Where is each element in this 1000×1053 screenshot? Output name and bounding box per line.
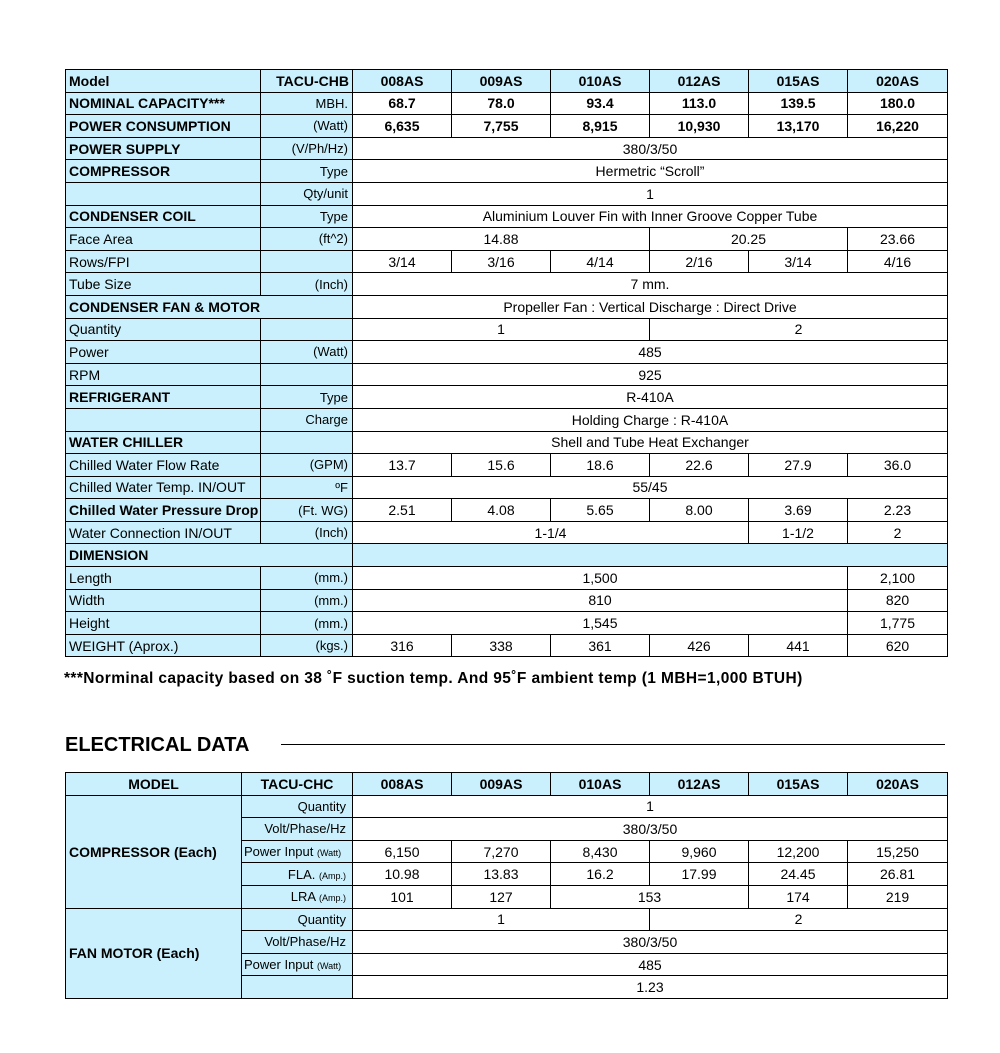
cell: 16,220	[848, 115, 948, 138]
compressor-type-row	[66, 160, 948, 183]
cell: 2/16	[650, 250, 749, 273]
row-unit: Volt/Phase/Hz	[242, 818, 353, 841]
cell: 6,635	[353, 115, 452, 138]
cell: 10,930	[650, 115, 749, 138]
fan-motor-group-label: FAN MOTOR (Each)	[66, 908, 242, 998]
row-label: POWER CONSUMPTION	[66, 115, 261, 138]
row-unit: (Inch)	[261, 521, 353, 544]
cell: 380/3/50	[353, 818, 948, 841]
cell: Propeller Fan : Vertical Discharge : Direct Drive	[353, 295, 948, 318]
width-row	[66, 589, 948, 612]
cell: 1-1/2	[749, 521, 848, 544]
cell: 426	[650, 634, 749, 657]
cell: 12,200	[749, 840, 848, 863]
row-label: Height	[66, 612, 261, 635]
height-row	[66, 612, 948, 635]
row-unit	[261, 363, 353, 386]
cell: 820	[848, 589, 948, 612]
row-unit	[261, 318, 353, 341]
cell: 27.9	[749, 454, 848, 477]
cell: 441	[749, 634, 848, 657]
row-unit: (mm.)	[261, 589, 353, 612]
row-label: Power	[66, 341, 261, 364]
cell: 7 mm.	[353, 273, 948, 296]
cell: 68.7	[353, 92, 452, 115]
fla-unit: (Amp.)	[319, 870, 346, 881]
row-label: POWER SUPPLY	[66, 137, 261, 160]
cell: 3/16	[452, 250, 551, 273]
model-col: 010AS	[551, 773, 650, 796]
row-label: WEIGHT (Aprox.)	[66, 634, 261, 657]
row-unit: (mm.)	[261, 612, 353, 635]
row-label: CONDENSER FAN & MOTOR	[66, 295, 353, 318]
row-unit: (kgs.)	[261, 634, 353, 657]
cell: 2	[848, 521, 948, 544]
cell: 1-1/4	[353, 521, 749, 544]
row-label: Tube Size	[66, 273, 261, 296]
refrigerant-charge-row	[66, 408, 948, 431]
model-col: 008AS	[353, 70, 452, 93]
power-input-label: Power Input	[244, 957, 314, 973]
row-unit	[242, 953, 353, 976]
row-label: Chilled Water Pressure Drop	[66, 499, 261, 522]
row-unit: (V/Ph/Hz)	[261, 137, 353, 160]
model-col: 008AS	[353, 773, 452, 796]
row-label: Face Area	[66, 228, 261, 251]
comp-quantity-row	[66, 795, 948, 818]
cell: 2	[650, 908, 948, 931]
cell: 7,270	[452, 840, 551, 863]
cell: 1	[353, 795, 948, 818]
row-unit: (Ft. WG)	[261, 499, 353, 522]
cell: 17.99	[650, 863, 749, 886]
power-consumption-row	[66, 115, 948, 138]
row-unit: Type	[261, 205, 353, 228]
row-label	[66, 182, 261, 205]
cell: 78.0	[452, 92, 551, 115]
row-unit: Quantity	[242, 795, 353, 818]
cell	[353, 544, 948, 567]
lra-label: LRA	[290, 889, 316, 905]
row-label: DIMENSION	[66, 544, 353, 567]
model-label: Model	[66, 70, 261, 93]
cell: 24.45	[749, 863, 848, 886]
cell: 1,775	[848, 612, 948, 635]
row-label: Chilled Water Temp. IN/OUT	[66, 476, 261, 499]
nominal-capacity-row	[66, 92, 948, 115]
cell: 361	[551, 634, 650, 657]
row-label	[66, 408, 261, 431]
water-temp-row	[66, 476, 948, 499]
lra-unit: (Amp.)	[319, 893, 346, 904]
cell: 1,545	[353, 612, 848, 635]
cell: 16.2	[551, 863, 650, 886]
cell: 22.6	[650, 454, 749, 477]
row-unit: Quantity	[242, 908, 353, 931]
cell: 6,150	[353, 840, 452, 863]
row-unit: (Watt)	[261, 115, 353, 138]
tube-size-row	[66, 273, 948, 296]
fan-rpm-row	[66, 363, 948, 386]
spec-header-row	[66, 70, 948, 93]
cell: 10.98	[353, 863, 452, 886]
cell: 14.88	[353, 228, 650, 251]
fan-quantity-row	[66, 908, 948, 931]
model-col: 009AS	[452, 70, 551, 93]
row-unit: (ft^2)	[261, 228, 353, 251]
cell: 127	[452, 885, 551, 908]
electrical-header-row	[66, 773, 948, 796]
cell: 180.0	[848, 92, 948, 115]
row-unit: Type	[261, 386, 353, 409]
cell: 15,250	[848, 840, 948, 863]
condenser-coil-row	[66, 205, 948, 228]
condenser-fan-row	[66, 295, 948, 318]
row-label: REFRIGERANT	[66, 386, 261, 409]
cell: 8.00	[650, 499, 749, 522]
model-col: 012AS	[650, 773, 749, 796]
cell: 4/16	[848, 250, 948, 273]
cell: 620	[848, 634, 948, 657]
cell: 219	[848, 885, 948, 908]
row-label: CONDENSER COIL	[66, 205, 261, 228]
model-col: 015AS	[749, 70, 848, 93]
cell: 2	[650, 318, 948, 341]
row-label: RPM	[66, 363, 261, 386]
capacity-footnote: ***Norminal capacity based on 38 ˚F suction temp. And 95˚F ambient temp (1 MBH=1,000 BTUH)	[64, 670, 803, 687]
cell: R-410A	[353, 386, 948, 409]
weight-row	[66, 634, 948, 657]
face-area-row	[66, 228, 948, 251]
row-unit: Volt/Phase/Hz	[242, 931, 353, 954]
cell: 139.5	[749, 92, 848, 115]
cell: 55/45	[353, 476, 948, 499]
row-unit	[242, 885, 353, 908]
rows-fpi-row	[66, 250, 948, 273]
row-label: Water Connection IN/OUT	[66, 521, 261, 544]
model-col: 009AS	[452, 773, 551, 796]
cell: 101	[353, 885, 452, 908]
title-divider	[281, 744, 945, 745]
cell: 2.23	[848, 499, 948, 522]
cell: 15.6	[452, 454, 551, 477]
cell: Aluminium Louver Fin with Inner Groove Copper Tube	[353, 205, 948, 228]
cell: 1	[353, 318, 650, 341]
cell: 23.66	[848, 228, 948, 251]
model-col: 015AS	[749, 773, 848, 796]
cell: 380/3/50	[353, 931, 948, 954]
model-series: TACU-CHC	[242, 773, 353, 796]
row-unit: MBH.	[261, 92, 353, 115]
row-unit: (Inch)	[261, 273, 353, 296]
water-chiller-row	[66, 431, 948, 454]
compressor-qty-row	[66, 182, 948, 205]
row-label: Chilled Water Flow Rate	[66, 454, 261, 477]
row-unit: ºF	[261, 476, 353, 499]
cell: 18.6	[551, 454, 650, 477]
cell: 810	[353, 589, 848, 612]
cell: 26.81	[848, 863, 948, 886]
power-input-label: Power Input	[244, 844, 314, 860]
row-label: NOMINAL CAPACITY***	[66, 92, 261, 115]
cell: 380/3/50	[353, 137, 948, 160]
cell: 13.83	[452, 863, 551, 886]
cell: 5.65	[551, 499, 650, 522]
row-unit: (GPM)	[261, 454, 353, 477]
row-unit: Qty/unit	[261, 182, 353, 205]
model-col: 020AS	[848, 70, 948, 93]
cell: 20.25	[650, 228, 848, 251]
row-unit	[261, 431, 353, 454]
water-connection-row	[66, 521, 948, 544]
cell: Holding Charge : R-410A	[353, 408, 948, 431]
cell: 153	[551, 885, 749, 908]
pressure-drop-row	[66, 499, 948, 522]
row-label: Quantity	[66, 318, 261, 341]
cell: 3/14	[353, 250, 452, 273]
cell: 2.51	[353, 499, 452, 522]
cell: 8,430	[551, 840, 650, 863]
cell: 174	[749, 885, 848, 908]
dimension-row	[66, 544, 948, 567]
electrical-table	[65, 772, 948, 999]
row-unit	[242, 863, 353, 886]
cell: 485	[353, 953, 948, 976]
cell: 3.69	[749, 499, 848, 522]
cell: 316	[353, 634, 452, 657]
cell: 93.4	[551, 92, 650, 115]
power-supply-row	[66, 137, 948, 160]
row-unit: Type	[261, 160, 353, 183]
row-unit: (Watt)	[261, 341, 353, 364]
cell: 8,915	[551, 115, 650, 138]
cell: 925	[353, 363, 948, 386]
cell: 338	[452, 634, 551, 657]
cell: 1,500	[353, 567, 848, 590]
row-unit	[242, 840, 353, 863]
compressor-group-label: COMPRESSOR (Each)	[66, 795, 242, 908]
flow-rate-row	[66, 454, 948, 477]
fan-power-row	[66, 341, 948, 364]
model-col: 010AS	[551, 70, 650, 93]
row-label: Length	[66, 567, 261, 590]
length-row	[66, 567, 948, 590]
row-label: Rows/FPI	[66, 250, 261, 273]
specification-table	[65, 69, 948, 657]
cell: 36.0	[848, 454, 948, 477]
cell: 4/14	[551, 250, 650, 273]
cell: 113.0	[650, 92, 749, 115]
cell: 1	[353, 908, 650, 931]
cell: 13.7	[353, 454, 452, 477]
power-input-unit: (Watt)	[317, 961, 342, 972]
cell: 13,170	[749, 115, 848, 138]
row-unit: (mm.)	[261, 567, 353, 590]
model-col: 012AS	[650, 70, 749, 93]
cell: 9,960	[650, 840, 749, 863]
row-label: Width	[66, 589, 261, 612]
electrical-data-title: ELECTRICAL DATA	[65, 734, 250, 756]
row-unit	[261, 250, 353, 273]
cell: Hermetric “Scroll”	[353, 160, 948, 183]
cell: Shell and Tube Heat Exchanger	[353, 431, 948, 454]
fan-quantity-row	[66, 318, 948, 341]
power-input-unit: (Watt)	[317, 848, 342, 859]
fla-label: FLA.	[287, 866, 316, 882]
cell: 485	[353, 341, 948, 364]
cell: 4.08	[452, 499, 551, 522]
cell: 2,100	[848, 567, 948, 590]
refrigerant-type-row	[66, 386, 948, 409]
cell: 1	[353, 182, 948, 205]
row-label: COMPRESSOR	[66, 160, 261, 183]
cell: 7,755	[452, 115, 551, 138]
model-col: 020AS	[848, 773, 948, 796]
cell: 1.23	[353, 976, 948, 999]
row-unit	[242, 976, 353, 999]
cell: 3/14	[749, 250, 848, 273]
row-unit: Charge	[261, 408, 353, 431]
model-label: MODEL	[66, 773, 242, 796]
model-series: TACU-CHB	[261, 70, 353, 93]
row-label: WATER CHILLER	[66, 431, 261, 454]
